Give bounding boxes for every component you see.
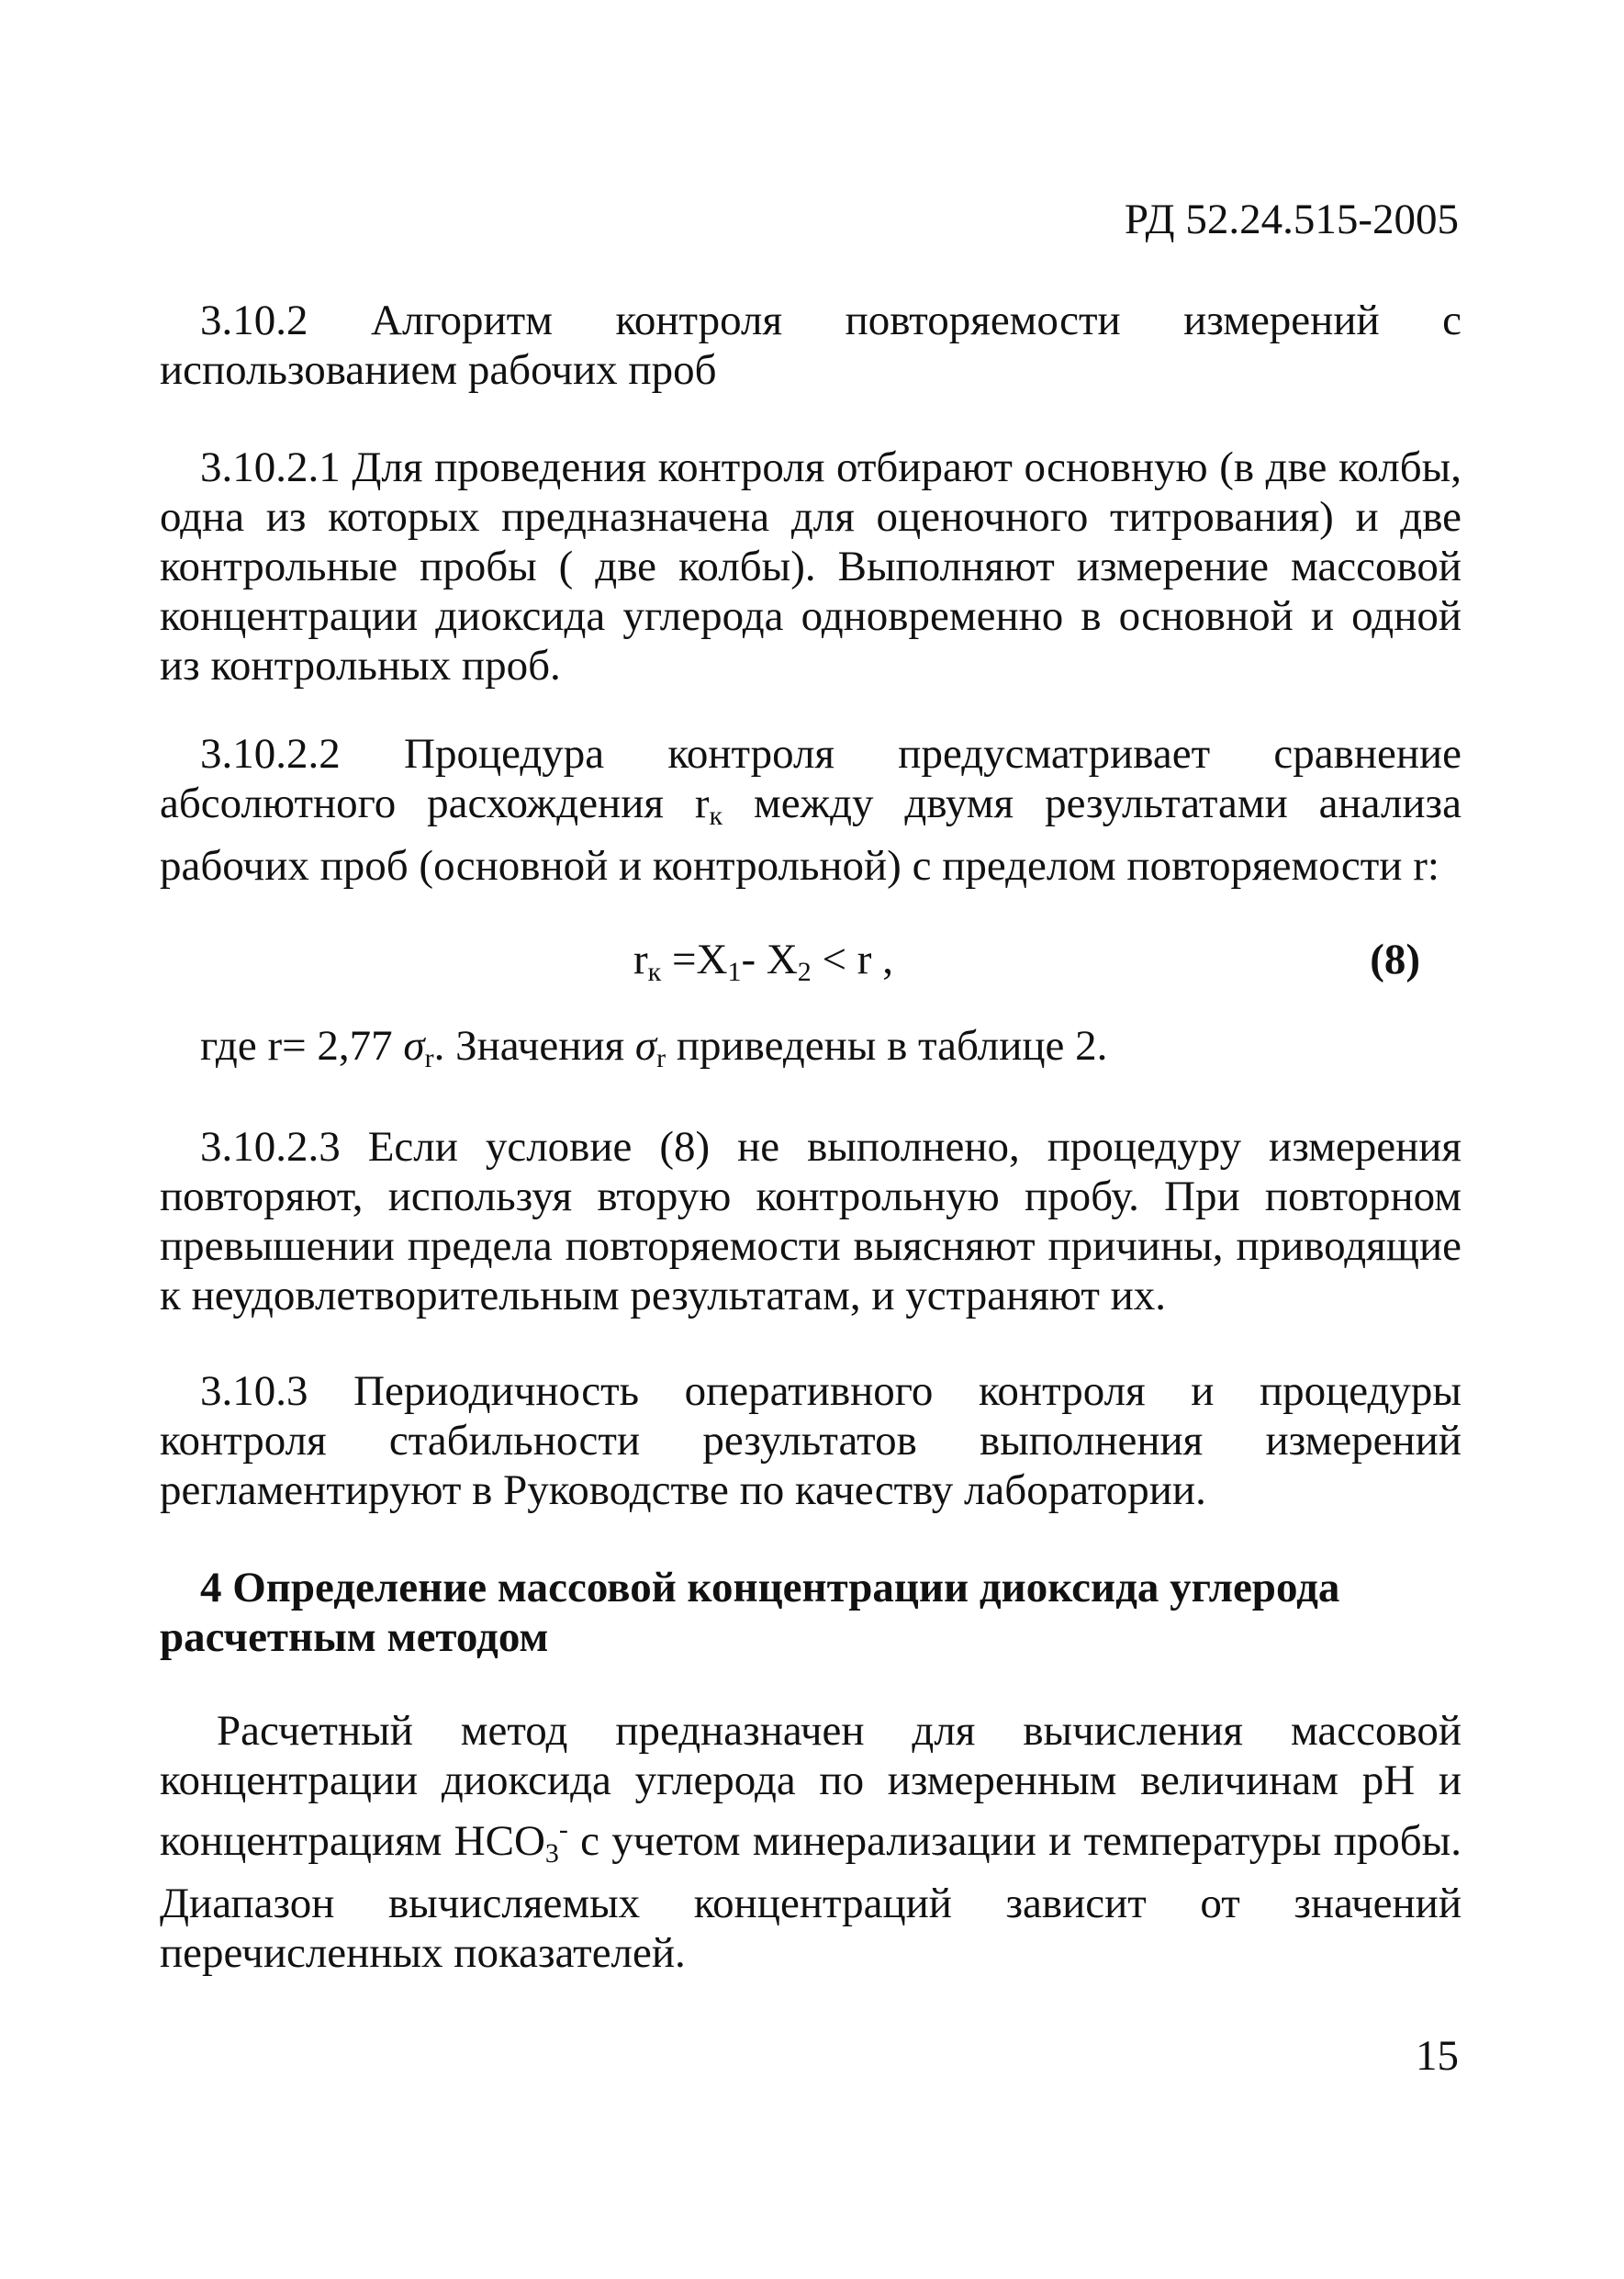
formula-r-subscript: к — [647, 957, 662, 987]
page-number: 15 — [1416, 2032, 1459, 2080]
formula-8 — [633, 935, 893, 997]
where-part-b: . Значения — [433, 1022, 635, 1070]
section-4-paragraph-a: Расчетный метод предназначен для вычисления массовой концентрации диоксида углерода по измеренным величинам pH и концентрациям HCO — [160, 1707, 1462, 1865]
rk-subscript: к — [709, 801, 723, 831]
formula-r: r — [633, 936, 648, 983]
section-4-paragraph-b: с учетом минерализации и температуры пробы. Диапазон вычисляемых концентраций зависит от значений перечисленных показателей. — [160, 1817, 1462, 1977]
formula-x1-subscript: 1 — [727, 957, 742, 987]
sigma-subscript-2: r — [656, 1043, 666, 1073]
section-4-paragraph — [160, 1706, 1462, 1978]
paragraph-3-10-2-2-text-a: 3.10.2.2 Процедура контроля предусматривает сравнение абсолютного расхождения r — [160, 730, 1462, 827]
section-3-10-2-title — [160, 296, 1462, 395]
section-3-10-2-line2: использованием рабочих проб — [160, 346, 717, 394]
where-part-a: где r= 2,77 — [200, 1022, 404, 1070]
formula-equals-x: =X — [661, 936, 728, 983]
formula-minus-x: - X — [741, 936, 798, 983]
hco3-superscript: - — [558, 1814, 568, 1845]
section-4-heading-line2: расчетным методом — [160, 1613, 549, 1661]
paragraph-3-10-2-2 — [160, 729, 1462, 891]
section-3-10-2-line1: 3.10.2 Алгоритм контроля повторяемости измерений с — [200, 297, 1462, 344]
equation-number: (8) — [1370, 936, 1420, 983]
formula-x2-subscript: 2 — [797, 957, 812, 987]
sigma-subscript: r — [424, 1043, 434, 1073]
paragraph-3-10-2-1: 3.10.2.1 Для проведения контроля отбирают основную (в две колбы, одна из которых предназначена для оценочного титрования) и две контрольные пробы ( две колбы). Выполняют измерение массовой концентрации диоксида углерода одновременно в основной и одной из контрольных проб. — [160, 443, 1462, 690]
paragraph-3-10-3: 3.10.3 Периодичность оперативного контроля и процедуры контроля стабильности результатов выполнения измерений регламентируют в Руководстве по качеству лаборатории. — [160, 1367, 1462, 1514]
hco3-subscript: 3 — [544, 1838, 559, 1869]
sigma-symbol: σ — [403, 1022, 425, 1070]
paragraph-3-10-2-2-text-b: между двумя результатами анализа рабочих проб (основной и контрольной) с пределом повторяемости r: — [160, 780, 1462, 890]
section-4-heading-line1: 4 Определение массовой концентрации диоксида углерода — [200, 1564, 1340, 1611]
where-part-c: приведены в таблице 2. — [666, 1022, 1108, 1070]
formula-explanation — [160, 1021, 1462, 1083]
document-code: РД 52.24.515-2005 — [1124, 196, 1459, 243]
formula-rest: < r , — [811, 936, 893, 983]
section-4-heading — [160, 1563, 1462, 1662]
sigma-symbol-2: σ — [634, 1022, 657, 1070]
paragraph-3-10-2-3: 3.10.2.3 Если условие (8) не выполнено, процедуру измерения повторяют, используя вторую контрольную пробу. При повторном превышении предела повторяемости выясняют причины, приводящие к неудовлетворительным результатам, и устраняют их. — [160, 1123, 1462, 1319]
